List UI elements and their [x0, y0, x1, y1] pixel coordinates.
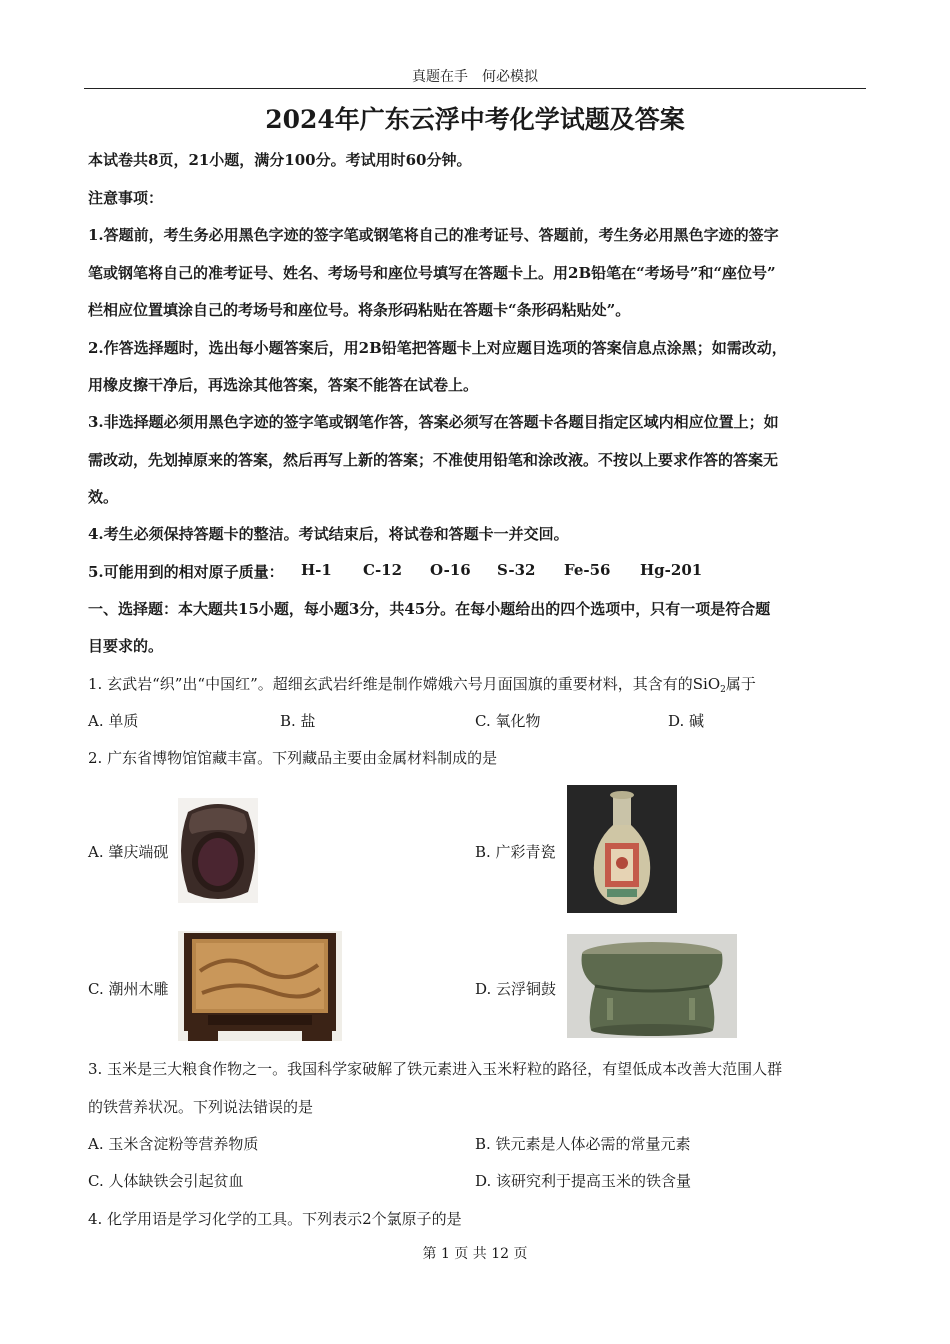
header-divider — [84, 88, 866, 89]
q3-option-b: B. 铁元素是人体必需的常量元素 — [475, 1135, 691, 1153]
q1-option-b: B. 盐 — [280, 712, 316, 730]
q3-option-d: D. 该研究利于提高玉米的铁含量 — [475, 1172, 692, 1190]
q1-option-d: D. 碱 — [668, 712, 705, 730]
atomic-mass-item: O-16 — [430, 561, 471, 579]
q2-option-a: A. 肇庆端砚 — [88, 843, 169, 861]
atomic-mass-label: 5.可能用到的相对原子质量： — [88, 563, 284, 581]
intro-text: 本试卷共8页，21小题，满分100分。考试用时60分钟。 — [88, 151, 472, 169]
inkstone-image — [178, 798, 258, 903]
question-2-stem: 2. 广东省博物馆馆藏丰富。下列藏品主要由金属材料制成的是 — [88, 749, 498, 767]
question-1-stem: 1. 玄武岩“织”出“中国红”。超细玄武岩纤维是制作嫦娥六号月面国旗的重要材料，其含有的SiO$_2$属于 — [88, 675, 756, 695]
page-footer: 第 1 页 共 12 页 — [422, 1246, 528, 1262]
atomic-mass-item: H-1 — [301, 561, 332, 579]
atomic-mass-item: C-12 — [363, 561, 403, 579]
note-line: 用橡皮擦干净后，再选涂其他答案，答案不能答在试卷上。 — [88, 376, 479, 394]
atomic-mass-item: S-32 — [497, 561, 536, 579]
note-line: 栏相应位置填涂自己的考场号和座位号。将条形码粘贴在答题卡“条形码粘贴处”。 — [88, 301, 631, 319]
q3-option-c: C. 人体缺铁会引起贫血 — [88, 1172, 244, 1190]
note-line: 效。 — [88, 488, 119, 506]
q1-option-a: A. 单质 — [88, 712, 139, 730]
note-line: 1.答题前，考生务必用黑色字迹的签字笔或钢笔将自己的准考证号、答题前，考生务必用黑色字迹的签字 — [88, 226, 779, 244]
q2-option-c: C. 潮州木雕 — [88, 980, 169, 998]
q2-option-b: B. 广彩青瓷 — [475, 843, 556, 861]
note-line: 4.考生必须保持答题卡的整洁。考试结束后，将试卷和答题卡一并交回。 — [88, 525, 569, 543]
question-3-stem: 的铁营养状况。下列说法错误的是 — [88, 1098, 314, 1116]
note-line: 2.作答选择题时，选出每小题答案后，用2B铅笔把答题卡上对应题目选项的答案信息点涂黑；如需改动， — [88, 339, 787, 357]
question-3-stem: 3. 玉米是三大粮食作物之一。我国科学家破解了铁元素进入玉米籽粒的路径，有望低成本改善大范围人群 — [88, 1060, 783, 1078]
note-line: 笔或钢笔将自己的准考证号、姓名、考场号和座位号填写在答题卡上。用2B铅笔在“考场号”和“座位号” — [88, 264, 776, 282]
section-heading: 一、选择题：本大题共15小题，每小题3分，共45分。在每小题给出的四个选项中，只有一项是符合题 — [88, 600, 771, 618]
atomic-mass-item: Hg-201 — [640, 561, 703, 579]
atomic-mass-item: Fe-56 — [564, 561, 611, 579]
page-title: 2024年广东云浮中考化学试题及答案 — [265, 105, 685, 134]
bronze-drum-image — [567, 934, 737, 1038]
note-line: 需改动，先划掉原来的答案，然后再写上新的答案；不准使用铅笔和涂改液。不按以上要求作答的答案无 — [88, 451, 779, 469]
notes-title: 注意事项： — [88, 189, 164, 207]
q3-option-a: A. 玉米含淀粉等营养物质 — [88, 1135, 259, 1153]
section-heading: 目要求的。 — [88, 637, 164, 655]
porcelain-vase-image — [567, 785, 677, 913]
question-4-stem: 4. 化学用语是学习化学的工具。下列表示2个氯原子的是 — [88, 1210, 462, 1228]
wood-carving-image — [178, 931, 342, 1041]
note-line: 3.非选择题必须用黑色字迹的签字笔或钢笔作答，答案必须写在答题卡各题目指定区域内相应位置上；如 — [88, 413, 779, 431]
q2-option-d: D. 云浮铜鼓 — [475, 980, 557, 998]
page-header: 真题在手 何必模拟 — [412, 69, 538, 85]
q1-option-c: C. 氧化物 — [475, 712, 541, 730]
